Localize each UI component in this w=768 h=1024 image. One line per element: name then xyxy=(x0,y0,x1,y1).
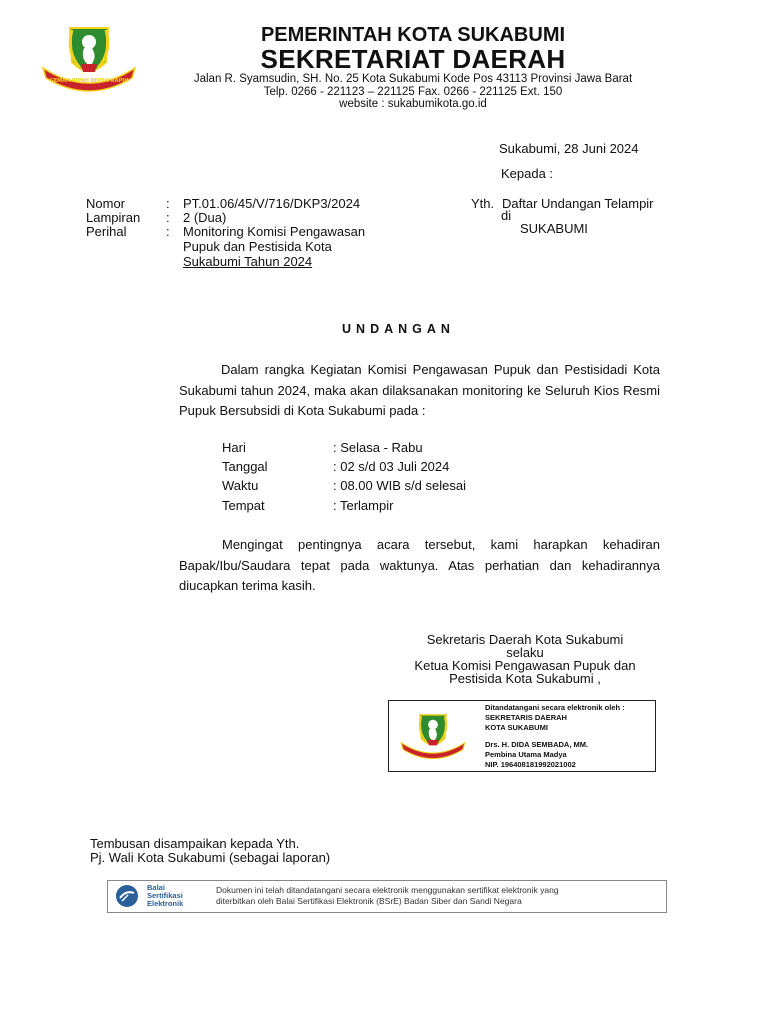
schedule-date-label: Tanggal xyxy=(222,459,268,474)
intro-paragraph: Dalam rangka Kegiatan Komisi Pengawasan Pupuk dan Pestisidadi Kota Sukabumi tahun 2024, maka akan dilaksanakan monitoring ke Seluruh Kios Resmi Pupuk Bersubsidi di Kota Sukabumi pada : xyxy=(179,362,660,418)
sig-rank: Pembina Utama Madya xyxy=(485,750,567,759)
cc-heading: Tembusan disampaikan kepada Yth. xyxy=(90,836,300,851)
signatory-line-2: selaku xyxy=(506,645,544,660)
perihal-colon: : xyxy=(166,224,170,239)
schedule-place-value: : Terlampir xyxy=(333,498,394,513)
bsre-logo-line-2: Sertifikasi xyxy=(147,891,183,900)
emblem-motto: GEMAH RIPAH REPEH RAPIH xyxy=(49,78,129,84)
recipient-line-2: di xyxy=(501,208,512,223)
government-name: PEMERINTAH KOTA SUKABUMI xyxy=(260,24,566,46)
schedule-day-label: Hari xyxy=(222,440,246,455)
sig-nip: NIP. 196408181992021002 xyxy=(485,760,576,769)
perihal-line-1: Monitoring Komisi Pengawasan xyxy=(183,224,366,239)
sig-name: Drs. H. DIDA SEMBADA, MM. xyxy=(485,740,589,749)
bsre-logo-line-3: Elektronik xyxy=(147,899,184,908)
bsre-logo-line-1: Balai xyxy=(147,883,165,892)
schedule-time-label: Waktu xyxy=(222,478,259,493)
signature-emblem-logo xyxy=(399,704,467,766)
lampiran-label: Lampiran xyxy=(86,210,141,225)
nomor-value: PT.01.06/45/V/716/DKP3/2024 xyxy=(183,196,361,211)
office-address: Jalan R. Syamsudin, SH. No. 25 Kota Sukabumi Kode Pos 43113 Provinsi Jawa Barat xyxy=(193,73,633,85)
schedule-place-label: Tempat xyxy=(222,498,265,513)
nomor-label: Nomor xyxy=(86,196,126,211)
signatory-line-4: Pestisida Kota Sukabumi , xyxy=(449,671,601,686)
nomor-colon: : xyxy=(166,196,170,211)
sig-line-1: Ditandatangani secara elektronik oleh : xyxy=(485,703,625,712)
bsre-text-line-1: Dokumen ini telah ditandatangani secara elektronik menggunakan sertifikat elektronik yang xyxy=(216,885,559,895)
lampiran-colon: : xyxy=(166,210,170,225)
office-website: website : sukabumikota.go.id xyxy=(339,98,487,110)
schedule-date-value: : 02 s/d 03 Juli 2024 xyxy=(333,459,450,474)
lampiran-value: 2 (Dua) xyxy=(183,210,227,225)
bsre-text-line-2: diterbitkan oleh Balai Sertifikasi Elektronik (BSrE) Badan Siber dan Sandi Negara xyxy=(216,896,522,906)
department-name: SEKRETARIAT DAERAH xyxy=(260,44,566,74)
sig-line-3: KOTA SUKABUMI xyxy=(485,723,548,732)
recipient-line-1: Daftar Undangan Telampir xyxy=(502,196,654,211)
schedule-day-value: : Selasa - Rabu xyxy=(333,440,423,455)
perihal-label: Perihal xyxy=(86,224,127,239)
perihal-line-3: Sukabumi Tahun 2024 xyxy=(183,254,313,269)
place-date: Sukabumi, 28 Juni 2024 xyxy=(499,141,639,156)
recipient-city: SUKABUMI xyxy=(520,221,588,236)
schedule-time-value: : 08.00 WIB s/d selesai xyxy=(333,478,466,493)
to-label: Kepada : xyxy=(501,166,554,181)
bsre-logo-icon xyxy=(114,884,140,908)
cc-item-1: Pj. Wali Kota Sukabumi (sebagai laporan) xyxy=(90,850,331,865)
office-phone: Telp. 0266 - 221123 – 221125 Fax. 0266 - 221125 Ext. 150 xyxy=(263,86,563,98)
letter-title: UNDANGAN xyxy=(342,322,455,336)
signatory-line-3: Ketua Komisi Pengawasan Pupuk dan xyxy=(414,658,636,673)
signatory-line-1: Sekretaris Daerah Kota Sukabumi xyxy=(426,632,624,647)
closing-paragraph: Mengingat pentingnya acara tersebut, kami harapkan kehadiran Bapak/Ibu/Saudara tepat pada waktunya. Atas perhatian dan kehadirannya diucapkan terima kasih. xyxy=(179,537,660,593)
sig-line-2: SEKRETARIS DAERAH xyxy=(485,713,567,722)
perihal-line-2: Pupuk dan Pestisida Kota xyxy=(183,239,332,254)
recipient-prefix: Yth. xyxy=(471,196,495,211)
